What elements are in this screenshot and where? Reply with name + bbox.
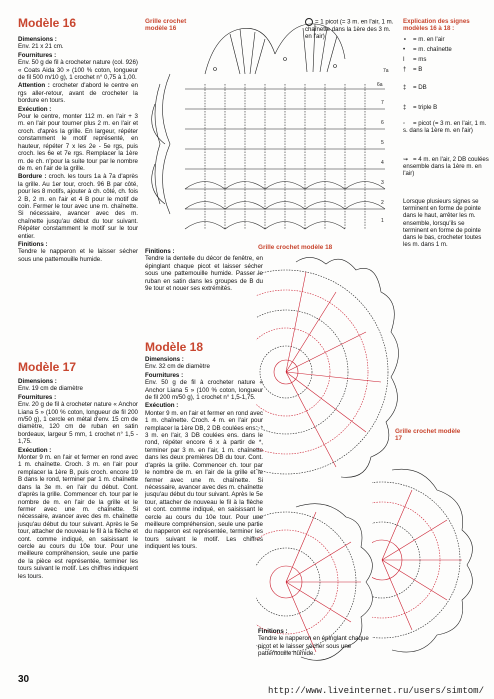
treble-crochet-icon: ‡ — [403, 84, 407, 91]
model16-bordure: croch. les tours 1a à 7a d'après la grille. Au 1er tour, croch. 96 B par côté, pour les 8 motifs, ajouter à ch. côté, ch. fois 2 B, 2 m. en l'air et 4 B pour le motif de coin. Fermer le tour avec une m. chaînette. Si nécessaire, avancer avec des m. chaînette jusqu'au début du tour suivant. Répéter constamment le motif sur le tour entier. — [18, 173, 139, 240]
legend-row-text: = B — [413, 66, 423, 73]
model16-fournitures: Env. 50 g de fil à crocheter nature (col. 926) « Coats Aida 30 » (100 % coton, longueur de fil 500 m/10 g), 1 crochet n° 0,75 à 1,00. — [18, 59, 138, 82]
legend-note: Lorsque plusieurs signes se terminent en forme de pointe dans le haut, arrêter les m. ensemble, lorsqu'ils se terminent en forme de pointe dans le bas, crocheter toutes les m. dans 1 m. — [403, 198, 482, 249]
legend-title: Explication des signes modèles 16 à 18 : — [403, 18, 470, 33]
model17-dimensions: Env. 19 cm de diamètre — [18, 385, 83, 393]
legend-row-text: = 4 m. en l'air, 2 DB coulées ensemble dans la 1ère m. en l'air) — [403, 156, 489, 178]
model18-execution: Monter 9 m. en l'air et fermer en rond avec 1 m. chaînette. Croch. 4 m. en l'air pour remplacer la 1ère DB, 2 DB coulées ens., * 3 m. en l'air, 3 DB coulées ens. dans le rond, répéter encore 6 x à partir de *, terminer par 3 m. en l'air, 1 m. chaînette dans les deux premières DB du tour. Cont. d'après la grille. Commencer ch. tour par le nombre de m. en l'air de la grille et le fermer avec une m. chaînette. Si nécessaire, avancer avec des m. chaînette jusqu'au début du tour suivant. Après le 5e tour, attacher de nouveau le fil à la flèche et cont. comme indiqué, en saisissant le cercle au cours du 10e tour. Pour une meilleure compréhension, seule une partie du napperon est représentée, terminer les tours suivant le motif. Les chiffres indiquent les tours. — [145, 409, 263, 551]
model17-fournitures: Env. 20 g de fil à crocheter nature « Anchor Liana 5 » (100 % coton, longueur de fil 200 m/50 g), 1 cercle en métal d'env. 15 cm de diamètre, 120 cm de ruban en satin bordeaux, largeur 5 mm, 1 crochet n° 1,5 - 1,75. — [18, 401, 138, 446]
svg-text:7a: 7a — [383, 68, 389, 74]
triple-crochet-icon: ‡ — [403, 104, 407, 111]
model16-bordure-heading: Bordure : — [18, 173, 47, 181]
model16-dimensions: Env. 21 x 21 cm. — [18, 43, 64, 51]
svg-text:6: 6 — [381, 120, 384, 126]
legend-row-picot — [403, 120, 491, 134]
legend-row-text: = m. chaînette — [413, 46, 452, 53]
model18-execution-heading: Exécution : — [145, 402, 179, 410]
model18-text — [145, 356, 263, 552]
model17-text — [18, 378, 138, 581]
model18-fournitures: Env. 50 g de fil à crocheter nature « Anchor Liana 5 » (100 % coton, longueur de fil 200 m/50 g), 1 crochet n° 1,5-1,75. — [145, 379, 263, 402]
model17-dimensions-heading: Dimensions : — [18, 378, 57, 385]
model16-attention: crocheter d'abord le centre en rgs aller-retour, avant de crocheter la bordure en tours. — [18, 82, 138, 105]
model17-finitions-block — [145, 248, 263, 293]
legend-row-text: = DB — [413, 84, 427, 91]
legend-picot-top-text: = 1 picot (= 3 m. en l'air, 1 m. chaînette dans la 1ère des 3 m. en l'air) — [305, 18, 394, 41]
legend-row-slip — [403, 46, 452, 53]
legend-row-text: = ms — [413, 56, 427, 63]
model17-finitions-heading: Finitions : — [145, 248, 175, 255]
grid18-label: Grille crochet modèle 18 — [258, 244, 333, 251]
model16-dimensions-heading: Dimensions : — [18, 36, 57, 43]
model16-execution-heading: Exécution : — [18, 105, 52, 113]
slip-stitch-icon: • — [403, 46, 406, 53]
model17-finitions: Tendre la dentelle du décor de fenêtre, en épinglant chaque picot et laisser sécher sous une pattemouille humide. Passer le ruban en satin dans les groupes de B du 9e tour et nouer ses extrémités. — [145, 255, 263, 293]
legend-row-tr — [403, 84, 427, 91]
svg-text:5: 5 — [381, 140, 384, 146]
svg-text:3: 3 — [381, 180, 384, 186]
picot-sc-icon: ◦ — [403, 120, 406, 127]
watermark-url: http://www.liveinternet.ru/users/simtom/ — [267, 686, 484, 696]
svg-text:6a: 6a — [377, 82, 383, 88]
finitions18-block — [258, 628, 370, 658]
model17-execution: Monter 9 m. en l'air et fermer en rond avec 1 m. chaînette. Croch. 3 m. en l'air pour remplacer la 1ère B, puis croch. encore 19 B dans le rond, terminer par 1 m. chaînette dans la 3e m. en l'air du début. Cont. d'après la grille. Commencer ch. tour par le nombre de m. en l'air de la grille et le fermer avec une m. chaînette. Si nécessaire, avancer avec des m. chaînette jusqu'au début du tour suivant. Après le 5e tour, attacher de nouveau le fil à la flèche et cont. comme indiqué, en saisissant le cercle au cours du 10e tour. Pour une meilleure compréhension, seule une partie de la pièce est représentée, terminer les tours suivant le motif. Les chiffres indiquent les tours. — [18, 454, 138, 580]
grid17-chart — [372, 450, 482, 670]
svg-text:7: 7 — [381, 100, 384, 106]
chain-stitch-icon: ∘ — [403, 36, 407, 43]
legend-row-text: = triple B — [413, 104, 438, 111]
model16-title: Modèle 16 — [18, 16, 77, 30]
model18-dimensions-heading: Dimensions : — [145, 356, 184, 363]
legend-row-text: = picot (= 3 m. en l'air, 1 m. s. dans la 1ère m. en l'air) — [403, 120, 487, 135]
double-crochet-icon: † — [403, 66, 407, 73]
legend-picot-top — [305, 18, 395, 40]
model16-fournitures-heading: Fournitures : — [18, 51, 57, 59]
model16-finitions-heading: Finitions : — [18, 240, 48, 248]
single-crochet-icon: ǀ — [403, 56, 405, 63]
model17-title: Modèle 17 — [18, 360, 77, 374]
svg-text:1: 1 — [381, 218, 384, 224]
legend-row-triple — [403, 104, 437, 111]
model17-execution-heading: Exécution : — [18, 446, 52, 454]
model18-fournitures-heading: Fournitures : — [145, 371, 184, 379]
legend-row-dc — [403, 66, 422, 73]
legend-row-chain — [403, 36, 444, 43]
grid16-label: Grille crochet modèle 16 — [145, 18, 187, 33]
model18-dimensions: Env. 32 cm de diamètre — [145, 363, 210, 371]
picot-icon — [305, 18, 313, 26]
finitions18-heading: Finitions : — [258, 628, 288, 635]
model16-execution: Pour le centre, monter 112 m. en l'air + 3 m. en l'air pour tourner plus 2 m. en l'air et croch. d'après la grille. En largeur, répéter constamment le motif représenté, en hauteur, répéter 7 x les 2e - 5e rgs, puis croch. les 6e et 7e rgs. Remplacer la 1ère m. de ch. n'pour la suite tour par le nombre de m. en l'air de la grille. — [18, 113, 138, 172]
model17-fournitures-heading: Fournitures : — [18, 393, 57, 401]
legend-row-sc — [403, 56, 426, 63]
legend-row-text: = m. en l'air — [413, 36, 445, 43]
cluster-icon: ⇝ — [403, 156, 409, 163]
model16-text — [18, 36, 138, 264]
model18-title: Modèle 18 — [145, 340, 204, 354]
grid17-label: Grille crochet modèle 17 — [395, 428, 461, 443]
grid16-chart — [145, 14, 390, 240]
model16-finitions: Tendre le napperon et le laisser sécher sous une pattemouille humide. — [18, 248, 138, 263]
finitions18-text: Tendre le napperon en épinglant chaque picot et le laisser sécher sous une pattemouille humide. — [258, 635, 369, 658]
legend-row-cluster — [403, 156, 491, 178]
svg-text:2: 2 — [381, 200, 384, 206]
page-number: 30 — [18, 674, 30, 685]
model16-attention-heading: Attention : — [18, 82, 50, 90]
svg-text:4: 4 — [381, 160, 384, 166]
